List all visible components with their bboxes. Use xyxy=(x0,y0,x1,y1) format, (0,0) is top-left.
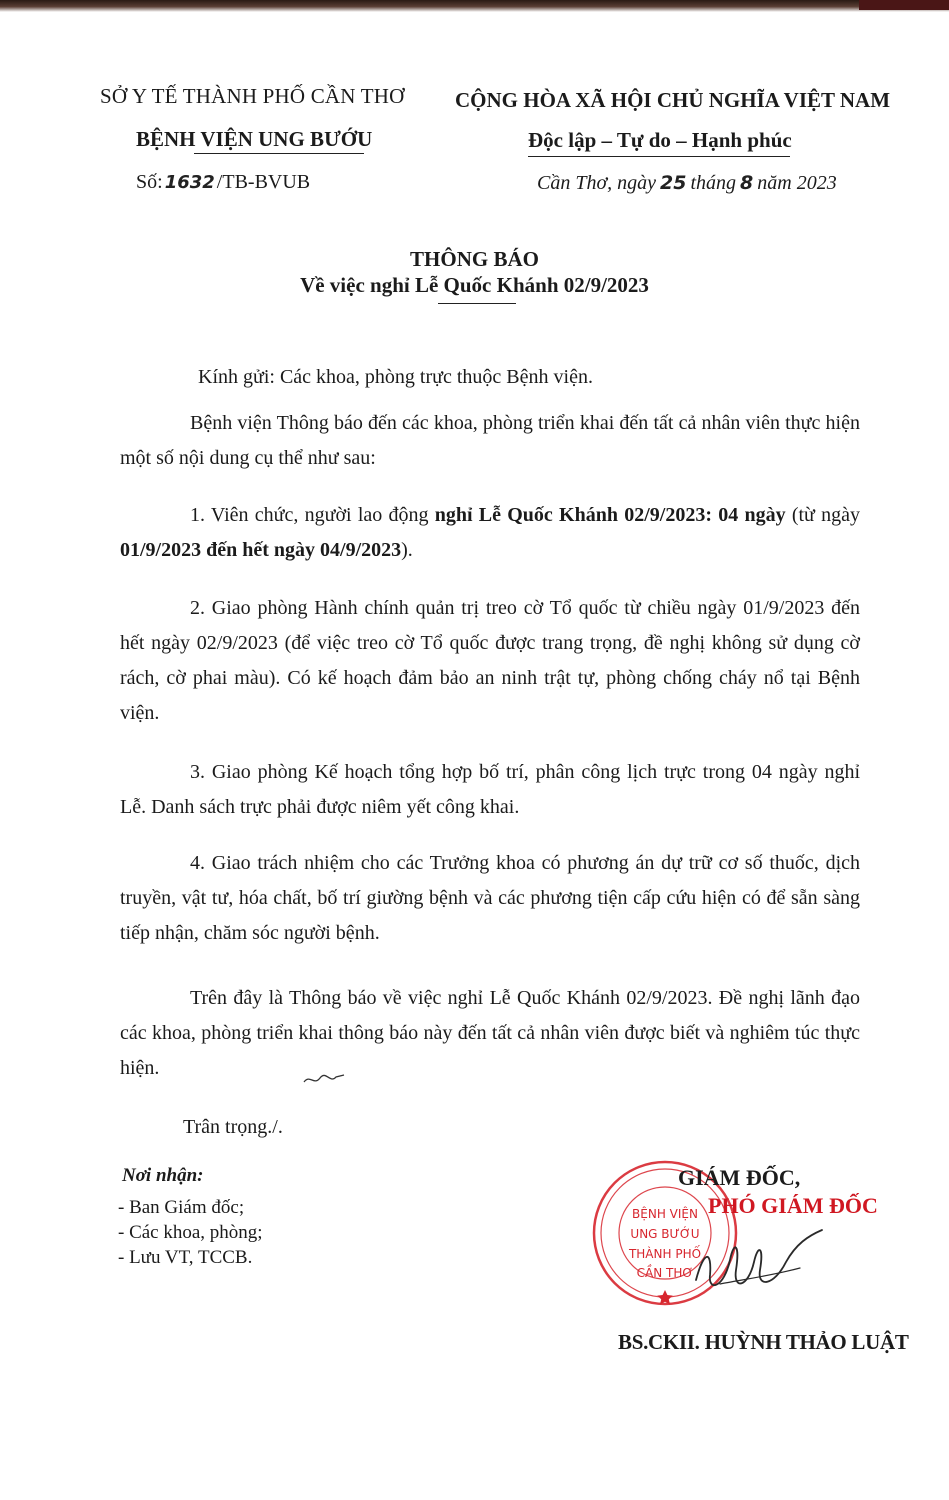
national-title: CỘNG HÒA XÃ HỘI CHỦ NGHĨA VIỆT NAM xyxy=(455,88,891,112)
national-motto-text: Độc lập – Tự do – Hạnh phúc xyxy=(528,128,792,152)
signer-name: BS.CKII. HUỲNH THẢO LUẬT xyxy=(618,1330,909,1354)
item-1-text xyxy=(120,498,860,568)
greeting: Kính gửi: Các khoa, phòng trực thuộc Bệnh viện. xyxy=(198,366,593,388)
sign-off: Trân trọng./. xyxy=(183,1116,283,1138)
signer-title: GIÁM ĐỐC, xyxy=(678,1165,801,1190)
item-1 xyxy=(120,498,860,568)
item-2-text: 2. Giao phòng Hành chính quản trị treo cờ Tổ quốc từ chiều ngày 01/9/2023 đến hết ngày 02/9/2023 (để việc treo cờ Tổ quốc được trang trọng, đề nghị không sử dụng cờ rách, cờ phai màu). Có kế hoạch đảm bảo an ninh trật tự, phòng chống cháy nổ tại Bệnh viện. xyxy=(120,597,860,724)
scan-edge-binding xyxy=(859,0,949,10)
closing-text: Trên đây là Thông báo về việc nghỉ Lễ Quốc Khánh 02/9/2023. Đề nghị lãnh đạo các khoa, phòng triển khai thông báo này đến tất cả nhân viên được biết và nghiêm túc thực hiện. xyxy=(120,987,860,1079)
initial-paraph xyxy=(302,1070,346,1088)
handwritten-signature xyxy=(690,1210,830,1305)
item-2 xyxy=(120,591,860,731)
date-year: năm 2023 xyxy=(757,172,837,194)
national-motto xyxy=(528,128,792,153)
item-1-part-b: nghỉ Lễ Quốc Khánh 02/9/2023: 04 ngày xyxy=(434,504,786,526)
recipient-item: - Lưu VT, TCCB. xyxy=(118,1247,253,1268)
stamp-line-3: THÀNH PHỐ xyxy=(628,1247,702,1261)
scan-edge-shadow xyxy=(0,0,949,12)
signer-subtitle: PHÓ GIÁM ĐỐC xyxy=(708,1193,878,1218)
recipients-title: Nơi nhận: xyxy=(122,1165,204,1186)
closing-paragraph xyxy=(120,981,860,1086)
date-day-handwritten: 25 xyxy=(660,172,687,194)
document-subject: Về việc nghỉ Lễ Quốc Khánh 02/9/2023 xyxy=(300,273,649,297)
item-3-text: 3. Giao phòng Kế hoạch tổng hợp bố trí, phân công lịch trực trong 04 ngày nghỉ Lễ. Danh sách trực phải được niêm yết công khai. xyxy=(120,761,860,818)
item-1-part-d: 01/9/2023 đến hết ngày 04/9/2023 xyxy=(120,539,402,561)
intro-paragraph xyxy=(120,406,860,476)
document-number xyxy=(136,171,310,194)
recipient-item: - Ban Giám đốc; xyxy=(118,1197,245,1218)
motto-underline xyxy=(528,156,790,157)
document-number-handwritten: 1632 xyxy=(164,172,215,193)
organization-name-text: BỆNH VIỆN UNG BƯỚU xyxy=(136,127,373,151)
intro-text: Bệnh viện Thông báo đến các khoa, phòng triển khai đến tất cả nhân viên thực hiện một số nội dung cụ thể như sau: xyxy=(120,412,860,469)
date-month-handwritten: 8 xyxy=(740,172,754,194)
item-1-part-c: (từ ngày xyxy=(785,504,860,526)
document-type: THÔNG BÁO xyxy=(410,247,539,271)
organization-name xyxy=(136,127,372,152)
item-4-text: 4. Giao trách nhiệm cho các Trưởng khoa có phương án dự trữ cơ số thuốc, dịch truyền, vật tư, hóa chất, bố trí giường bệnh và các phương tiện cấp cứu hiện có để sẵn sàng tiếp nhận, chăm sóc người bệnh. xyxy=(120,852,860,944)
item-3 xyxy=(120,755,860,825)
organization-underline xyxy=(194,153,364,154)
stamp-line-4: CẦN THƠ xyxy=(636,1266,694,1280)
item-4 xyxy=(120,846,860,951)
stamp-star-icon xyxy=(657,1290,673,1305)
item-1-part-e: ). xyxy=(401,539,413,561)
place-and-date xyxy=(537,172,837,195)
stamp-line-1: BỆNH VIỆN xyxy=(632,1207,698,1221)
date-place: Cần Thơ, ngày xyxy=(537,172,657,194)
recipient-item: - Các khoa, phòng; xyxy=(118,1222,263,1243)
document-number-prefix: Số: xyxy=(136,171,163,193)
stamp-line-2: UNG BƯỚU xyxy=(630,1227,700,1241)
date-month-label: tháng xyxy=(690,172,737,194)
subject-underline xyxy=(438,303,516,304)
agency-parent: SỞ Y TẾ THÀNH PHỐ CẦN THƠ xyxy=(100,84,405,108)
document-number-suffix: /TB-BVUB xyxy=(216,171,311,193)
item-1-part-a: 1. Viên chức, người lao động xyxy=(190,504,435,526)
